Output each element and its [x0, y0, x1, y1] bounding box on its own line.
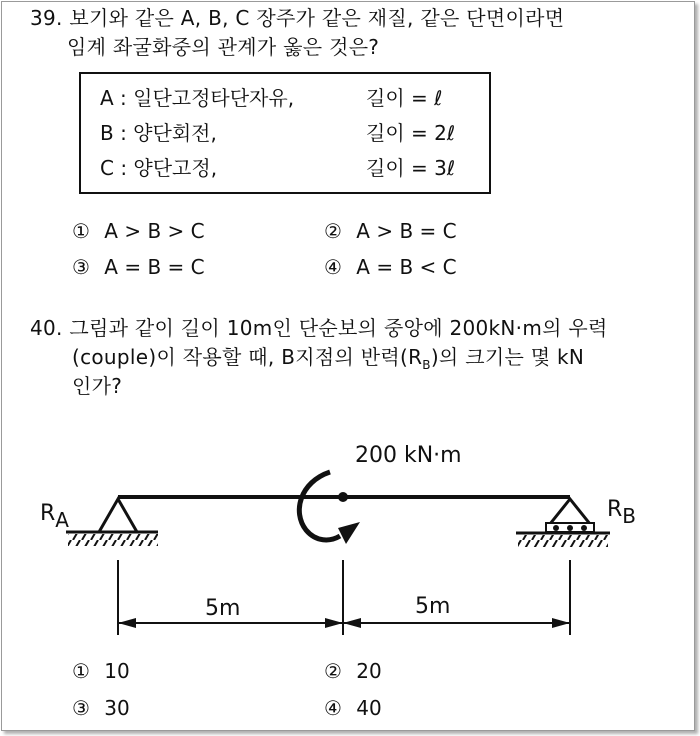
q39-option-2-text: A > B = C [356, 219, 457, 243]
q39-line1 [30, 4, 564, 32]
q40-text-line2 [72, 343, 584, 379]
q39-text-line1: 보기와 같은 A, B, C 장주가 같은 재질, 같은 단면이라면 [69, 6, 565, 30]
q40-option-3-text: 30 [104, 696, 130, 720]
q39-option-2[interactable] [324, 218, 457, 244]
q39-option-4-text: A = B < C [356, 255, 457, 279]
q39-text-line2: 임계 좌굴화중의 관계가 옳은 것은? [67, 35, 380, 59]
q40-text-line3: 인가? [72, 374, 123, 398]
beam-center-point [338, 492, 348, 502]
dim-label-right: 5m [415, 594, 451, 619]
q40-option-4-num: ④ [324, 696, 342, 720]
reaction-a-label [40, 501, 69, 532]
q40-text-line1: 그림과 같이 길이 10m인 단순보의 중앙에 200kN·m의 우력 [69, 316, 608, 340]
q40-line2-sub: B [422, 358, 431, 372]
q39-number: 39. [30, 6, 63, 30]
q39-condition-box [79, 72, 491, 194]
reaction-b-main: R [607, 497, 623, 522]
box-row-a-length: 길이 = ℓ [366, 86, 443, 110]
q39-option-4[interactable] [324, 254, 457, 280]
q39-option-1-num: ① [72, 219, 90, 243]
q39-option-4-num: ④ [324, 255, 342, 279]
moment-arrow [299, 472, 360, 544]
q40-option-1-num: ① [72, 659, 90, 683]
q40-line2-pre: (couple)이 작용할 때, B지점의 반력(R [72, 345, 423, 369]
box-row-c-length: 길이 = 3ℓ [366, 156, 456, 180]
q39-option-3-text: A = B = C [104, 255, 205, 279]
q39-option-3[interactable] [72, 254, 205, 280]
q40-option-2-num: ② [324, 659, 342, 683]
reaction-a-main: R [40, 501, 56, 526]
q40-option-1[interactable] [72, 658, 130, 684]
q39-option-1[interactable] [72, 218, 205, 244]
support-b-roller [516, 499, 610, 547]
q40-option-3-num: ③ [72, 696, 90, 720]
q40-option-4-text: 40 [356, 696, 382, 720]
box-row-c-label: C : 양단고정, [100, 156, 218, 180]
q40-option-2-text: 20 [356, 659, 382, 683]
box-row-b-label: B : 양단회전, [100, 121, 217, 145]
q39-option-1-text: A > B > C [104, 219, 205, 243]
q40-option-3[interactable] [72, 695, 130, 721]
box-row-a-label: A : 일단고정타단자유, [100, 86, 295, 110]
reaction-b-label [607, 497, 636, 528]
support-a-pin [66, 499, 158, 546]
box-row-b-length: 길이 = 2ℓ [366, 121, 456, 145]
q40-line2-post: )의 크기는 몇 kN [430, 345, 585, 369]
q40-number: 40. [30, 316, 63, 340]
beam-diagram [0, 420, 700, 645]
reaction-a-sub: A [55, 508, 69, 532]
q40-line1 [30, 314, 608, 342]
q40-option-2[interactable] [324, 658, 382, 684]
q39-option-2-num: ② [324, 219, 342, 243]
q40-option-1-text: 10 [104, 659, 130, 683]
q40-option-4[interactable] [324, 695, 382, 721]
reaction-b-sub: B [622, 504, 637, 528]
q39-option-3-num: ③ [72, 255, 90, 279]
moment-label: 200 kN·m [355, 443, 462, 468]
dim-label-left: 5m [205, 596, 241, 621]
